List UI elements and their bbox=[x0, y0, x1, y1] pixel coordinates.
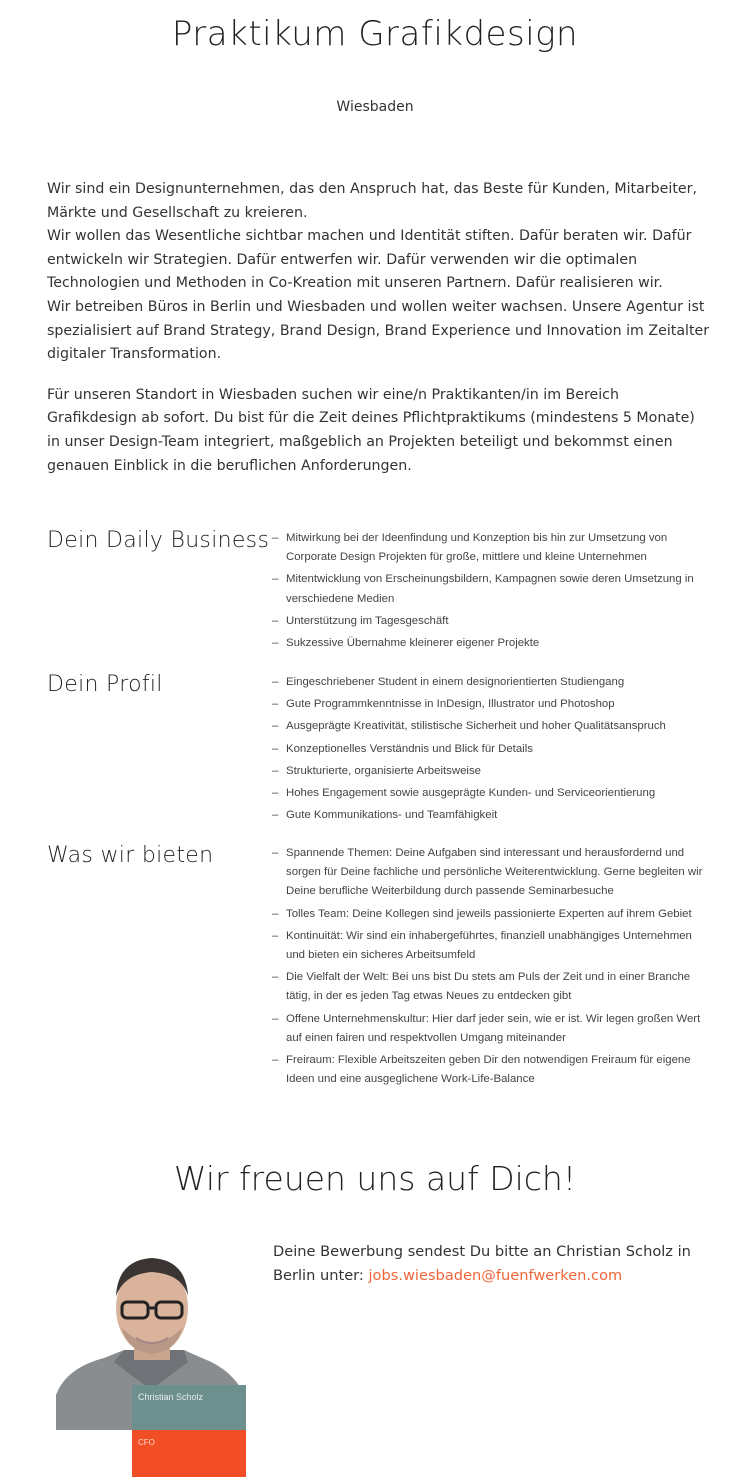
list-item: – Unterstützung im Tagesgeschäft bbox=[272, 612, 712, 631]
list-item: – Mitwirkung bei der Ideenfindung und Konzeption bis hin zur Umsetzung von Corporate Design Projekten für große, mittlere und kleine Unternehmen bbox=[272, 529, 712, 567]
angebot-list bbox=[272, 844, 712, 1092]
intro-paragraph-position: Für unseren Standort in Wiesbaden suchen wir eine/n Praktikanten/in im Bereich Grafikdesign ab sofort. Du bist für die Zeit deines Pflichtpraktikums (mindestens 5 Monate) in unser Design-Team integriert, maßgeblich an Projekten beteiligt und bekommst einen genauen Einblick in die beruflichen Anforderungen. bbox=[47, 386, 695, 474]
list-item: – Offene Unternehmenskultur: Hier darf jeder sein, wie er ist. Wir legen großen Wert auf einen fairen und respektvollen Umgang miteinander bbox=[272, 1010, 712, 1048]
list-item: – Die Vielfalt der Welt: Bei uns bist Du stets am Puls der Zeit und in einer Branche tätig, in der es jeden Tag etwas Neues zu entdecken gibt bbox=[272, 968, 712, 1006]
list-item: – Sukzessive Übernahme kleinerer eigener Projekte bbox=[272, 634, 712, 653]
list-item: – Mitentwicklung von Erscheinungsbildern, Kampagnen sowie deren Umsetzung in verschiedene Medien bbox=[272, 570, 712, 608]
intro-line: Wir wollen das Wesentliche sichtbar machen und Identität stiften. Dafür beraten wir. Dafür entwickeln wir Strategien. Dafür entwerfen wir. Dafür verwenden wir die optimalen Technologien und Methoden in Co-Kreation mit unseren Partnern. Dafür realisieren wir. bbox=[47, 228, 692, 292]
contact-card bbox=[132, 1385, 246, 1477]
section-title-profil: Dein Profil bbox=[47, 672, 163, 697]
intro-text bbox=[47, 178, 712, 478]
contact-card-name-panel bbox=[132, 1385, 246, 1430]
list-item: – Eingeschriebener Student in einem designorientierten Studiengang bbox=[272, 673, 712, 692]
profil-list bbox=[272, 673, 712, 828]
contact-role: CFO bbox=[138, 1438, 155, 1447]
list-item: – Hohes Engagement sowie ausgeprägte Kunden- und Serviceorientierung bbox=[272, 784, 712, 803]
list-item: – Ausgeprägte Kreativität, stilistische Sicherheit und hoher Qualitätsanspruch bbox=[272, 717, 712, 736]
application-contact bbox=[273, 1240, 703, 1288]
list-item: – Gute Programmkenntnisse in InDesign, Illustrator und Photoshop bbox=[272, 695, 712, 714]
list-item: – Kontinuität: Wir sind ein inhabergeführtes, finanziell unabhängiges Unternehmen und bieten ein sicheres Arbeitsumfeld bbox=[272, 927, 712, 965]
contact-name: Christian Scholz bbox=[138, 1392, 204, 1402]
list-item: – Strukturierte, organisierte Arbeitsweise bbox=[272, 762, 712, 781]
list-item: – Tolles Team: Deine Kollegen sind jeweils passionierte Experten auf ihrem Gebiet bbox=[272, 905, 712, 924]
daily-business-list bbox=[272, 529, 712, 656]
list-item: – Konzeptionelles Verständnis und Blick für Details bbox=[272, 740, 712, 759]
section-title-daily-business: Dein Daily Business bbox=[47, 528, 270, 553]
intro-paragraph bbox=[47, 178, 712, 367]
email-link[interactable]: jobs.wiesbaden@fuenfwerken.com bbox=[368, 1267, 623, 1284]
intro-line: Wir betreiben Büros in Berlin und Wiesbaden und wollen weiter wachsen. Unsere Agentur ist spezialisiert auf Brand Strategy, Brand Design, Brand Experience und Innovation im Zeitalter digitaler Transformation. bbox=[47, 298, 710, 363]
list-item: – Freiraum: Flexible Arbeitszeiten geben Dir den notwendigen Freiraum für eigene Ideen und eine ausgeglichene Work-Life-Balance bbox=[272, 1051, 712, 1089]
section-title-angebot: Was wir bieten bbox=[47, 843, 214, 868]
list-item: – Spannende Themen: Deine Aufgaben sind interessant und herausfordernd und sorgen für Deine fachliche und persönliche Weiterentwicklung. Gerne begleiten wir Deine berufliche Weiterbildung durch passende Seminarbesuche bbox=[272, 844, 712, 902]
job-location: Wiesbaden bbox=[336, 99, 414, 115]
page-title: Praktikum Grafikdesign bbox=[171, 14, 579, 54]
application-text: Deine Bewerbung sendest Du bitte an Christian Scholz in Berlin unter: bbox=[273, 1243, 691, 1284]
intro-line: Wir sind ein Designunternehmen, das den Anspruch hat, das Beste für Kunden, Mitarbeiter, Märkte und Gesellschaft zu kreieren. bbox=[47, 181, 697, 221]
list-item: – Gute Kommunikations- und Teamfähigkeit bbox=[272, 806, 712, 825]
cta-heading: Wir freuen uns auf Dich! bbox=[173, 1159, 577, 1198]
